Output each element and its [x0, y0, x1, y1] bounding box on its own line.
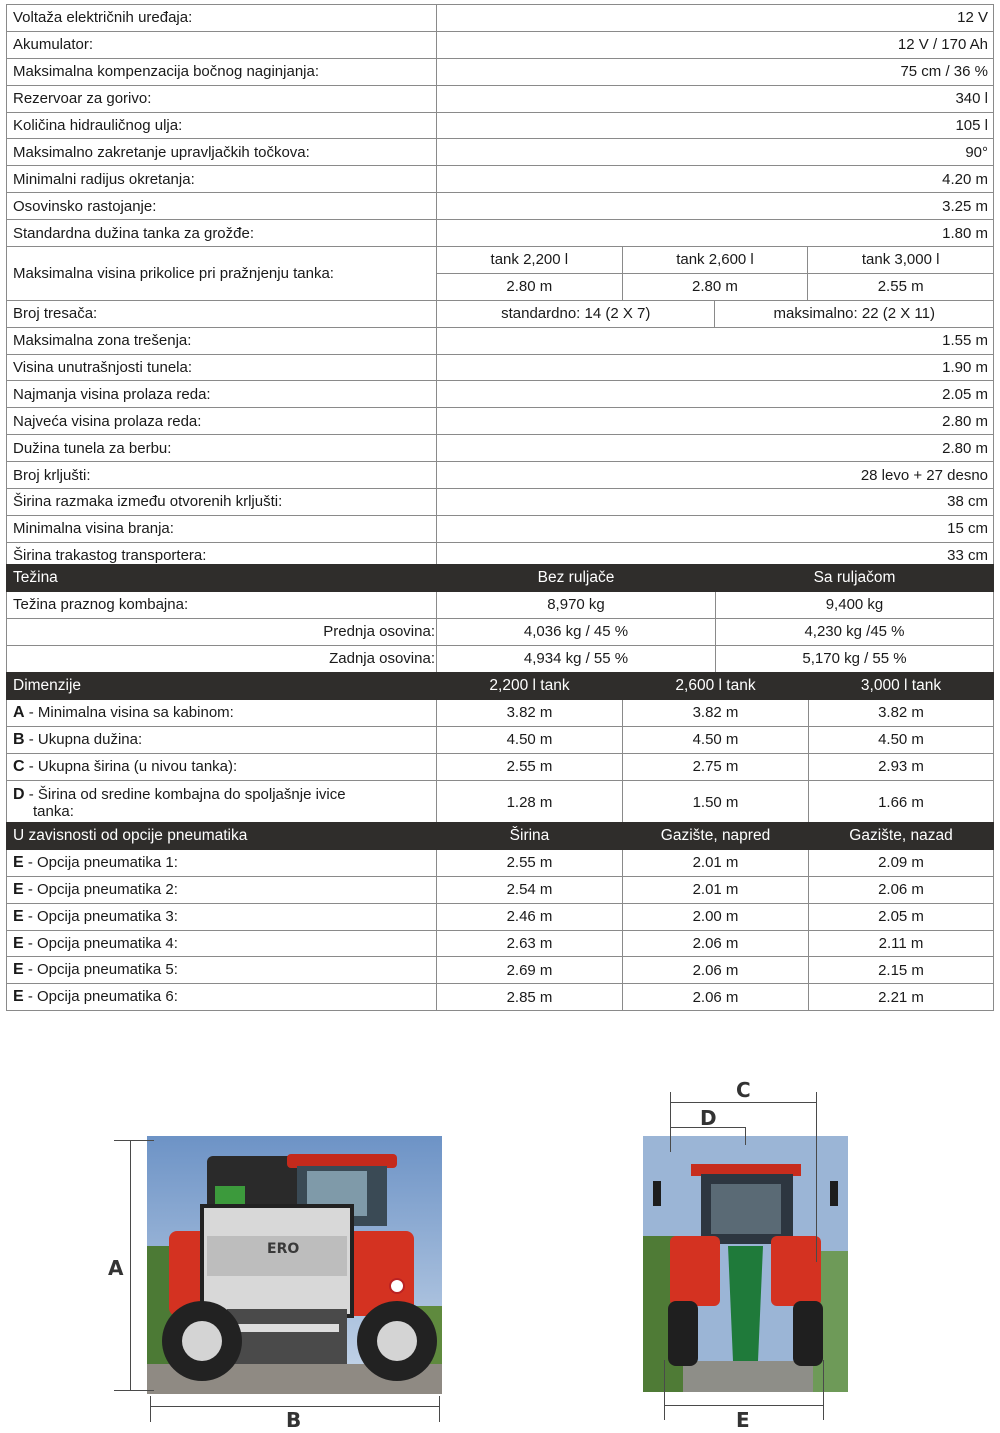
- tyres-table: [6, 822, 994, 1011]
- dimensions-header-col: 2,600 l tank: [623, 673, 809, 700]
- tyre-value: 2.09 m: [809, 849, 994, 876]
- spec-value: 33 cm: [437, 542, 994, 569]
- spec-row: [7, 489, 994, 516]
- weight-table: [6, 564, 994, 673]
- spec-value: 38 cm: [437, 489, 994, 516]
- dimension-letter: D: [13, 785, 25, 803]
- weight-label: Zadnja osovina:: [7, 645, 437, 672]
- dimension-value: 1.66 m: [809, 780, 994, 825]
- tyre-value: 2.05 m: [809, 903, 994, 930]
- tyre-row: [7, 984, 994, 1011]
- spec-label: Dužina tunela za berbu:: [7, 435, 437, 462]
- tyre-value: 2.15 m: [809, 957, 994, 984]
- tyre-value: 2.01 m: [623, 849, 809, 876]
- spec-value: 1.80 m: [437, 220, 994, 247]
- dimension-letter: C: [13, 757, 25, 775]
- dim-e-label: E: [736, 1408, 750, 1432]
- tyre-label: E - Opcija pneumatika 5:: [7, 957, 437, 984]
- dimension-row: [7, 726, 994, 753]
- tyre-letter: E: [13, 880, 24, 898]
- tyres-header-col: Gazište, napred: [623, 823, 809, 850]
- shakers-row: [7, 300, 994, 327]
- spec-value: 1.55 m: [437, 327, 994, 354]
- dimension-row: [7, 699, 994, 726]
- dim-c-right-tick: [816, 1092, 817, 1262]
- tyre-value: 2.06 m: [623, 930, 809, 957]
- dimension-value: 1.28 m: [437, 780, 623, 825]
- tyre-value: 2.06 m: [623, 957, 809, 984]
- tyre-row: [7, 849, 994, 876]
- spec-value: 2.80 m: [437, 408, 994, 435]
- dim-e-line: [664, 1405, 824, 1406]
- dimension-value: 2.75 m: [623, 753, 809, 780]
- spec-row: [7, 408, 994, 435]
- dimension-label: B - Ukupna dužina:: [7, 726, 437, 753]
- tyre-row: [7, 930, 994, 957]
- spec-row: [7, 112, 994, 139]
- front-view-photo: [643, 1136, 848, 1392]
- spec-row: [7, 5, 994, 32]
- shakers-label: Broj tresača:: [7, 300, 437, 327]
- shakers-maximum: maksimalno: 22 (2 X 11): [715, 300, 994, 327]
- dim-b-line: [150, 1406, 440, 1407]
- tyres-header-title: U zavisnosti od opcije pneumatika: [7, 823, 437, 850]
- spec-row: [7, 166, 994, 193]
- weight-header-title: Težina: [7, 565, 437, 592]
- tyre-value: 2.11 m: [809, 930, 994, 957]
- tyre-row: [7, 903, 994, 930]
- tyre-label: E - Opcija pneumatika 2:: [7, 876, 437, 903]
- spec-row: [7, 31, 994, 58]
- spec-label: Količina hidrauličnog ulja:: [7, 112, 437, 139]
- spec-label: Najmanja visina prolaza reda:: [7, 381, 437, 408]
- spec-value: 3.25 m: [437, 193, 994, 220]
- dimension-value: 4.50 m: [437, 726, 623, 753]
- tyre-label: E - Opcija pneumatika 4:: [7, 930, 437, 957]
- dimension-row: [7, 780, 994, 825]
- dimension-value: 2.93 m: [809, 753, 994, 780]
- tyre-label: E - Opcija pneumatika 3:: [7, 903, 437, 930]
- weight-row: [7, 618, 994, 645]
- spec-row: [7, 435, 994, 462]
- tyre-row: [7, 957, 994, 984]
- spec-label: Maksimalno zakretanje upravljačkih točkova:: [7, 139, 437, 166]
- spec-row: [7, 193, 994, 220]
- spec-label: Voltaža električnih uređaja:: [7, 5, 437, 32]
- spec-row: [7, 462, 994, 489]
- weight-header-col: Sa ruljačom: [716, 565, 994, 592]
- spec-row: [7, 327, 994, 354]
- dimension-value: 4.50 m: [623, 726, 809, 753]
- tyre-letter: E: [13, 988, 24, 1006]
- weight-value: 4,036 kg / 45 %: [437, 618, 716, 645]
- side-view-photo: [147, 1136, 442, 1394]
- spec-value: 4.20 m: [437, 166, 994, 193]
- tyre-letter: E: [13, 934, 24, 952]
- weight-row: [7, 645, 994, 672]
- spec-row: [7, 58, 994, 85]
- brand-logo: ERO: [267, 1241, 300, 1257]
- trailer-height-label: Maksimalna visina prikolice pri pražnjenju tanka:: [7, 247, 437, 301]
- spec-value: 90°: [437, 139, 994, 166]
- harvester-front-illustration: [643, 1136, 848, 1392]
- dimension-label: D - Širina od sredine kombajna do spoljašnje ivice tanka:: [7, 780, 437, 825]
- spec-value: 12 V: [437, 5, 994, 32]
- dimension-row: [7, 753, 994, 780]
- dimension-value: 1.50 m: [623, 780, 809, 825]
- general-specs-table: [6, 4, 994, 570]
- dim-c-left-tick: [670, 1092, 671, 1152]
- dimensions-header-title: Dimenzije: [7, 673, 437, 700]
- dimensions-header-col: 3,000 l tank: [809, 673, 994, 700]
- harvester-side-illustration: [147, 1136, 442, 1394]
- spec-label: Visina unutrašnjosti tunela:: [7, 354, 437, 381]
- spec-row: [7, 381, 994, 408]
- dim-a-line: [130, 1140, 131, 1390]
- weight-value: 8,970 kg: [437, 591, 716, 618]
- dimension-value: 2.55 m: [437, 753, 623, 780]
- dim-a-bottom-tick: [114, 1390, 154, 1391]
- spec-value: 2.05 m: [437, 381, 994, 408]
- dim-c-line: [670, 1102, 816, 1103]
- dimension-value: 3.82 m: [623, 699, 809, 726]
- tyre-letter: E: [13, 961, 24, 979]
- figures-area: [0, 1030, 1000, 1433]
- tank-header: tank 3,000 l: [808, 247, 994, 274]
- tank-header: tank 2,200 l: [437, 247, 623, 274]
- dimension-label: A - Minimalna visina sa kabinom:: [7, 699, 437, 726]
- spec-value: 28 levo + 27 desno: [437, 462, 994, 489]
- dimensions-header-col: 2,200 l tank: [437, 673, 623, 700]
- trailer-height-value: 2.80 m: [622, 273, 808, 300]
- weight-label: Težina praznog kombajna:: [7, 591, 437, 618]
- dim-e-right-tick: [823, 1360, 824, 1420]
- tyre-value: 2.01 m: [623, 876, 809, 903]
- spec-value: 340 l: [437, 85, 994, 112]
- spec-value: 105 l: [437, 112, 994, 139]
- tyre-value: 2.06 m: [809, 876, 994, 903]
- dimension-letter: A: [13, 703, 25, 721]
- spec-label: Broj krljušti:: [7, 462, 437, 489]
- tyre-value: 2.85 m: [437, 984, 623, 1011]
- dim-d-right-tick: [745, 1127, 746, 1145]
- spec-label: Najveća visina prolaza reda:: [7, 408, 437, 435]
- weight-value: 5,170 kg / 55 %: [716, 645, 994, 672]
- trailer-height-value: 2.80 m: [437, 273, 623, 300]
- weight-value: 4,934 kg / 55 %: [437, 645, 716, 672]
- dimensions-table: [6, 672, 994, 826]
- spec-label: Standardna dužina tanka za grožđe:: [7, 220, 437, 247]
- tyre-label: E - Opcija pneumatika 6:: [7, 984, 437, 1011]
- spec-label: Akumulator:: [7, 31, 437, 58]
- dim-e-left-tick: [664, 1360, 665, 1420]
- tyre-letter: E: [13, 907, 24, 925]
- shakers-standard: standardno: 14 (2 X 7): [437, 300, 715, 327]
- dim-d-label: D: [700, 1106, 717, 1130]
- spec-row: [7, 354, 994, 381]
- tyre-value: 2.54 m: [437, 876, 623, 903]
- weight-value: 9,400 kg: [716, 591, 994, 618]
- dim-a-top-tick: [114, 1140, 154, 1141]
- weight-header-col: Bez ruljače: [437, 565, 716, 592]
- tyres-header-row: [7, 823, 994, 850]
- tyre-value: 2.21 m: [809, 984, 994, 1011]
- tyre-value: 2.55 m: [437, 849, 623, 876]
- tank-header: tank 2,600 l: [622, 247, 808, 274]
- spec-label: Minimalni radijus okretanja:: [7, 166, 437, 193]
- spec-label: Rezervoar za gorivo:: [7, 85, 437, 112]
- tyres-header-col: Gazište, nazad: [809, 823, 994, 850]
- spec-label: Širina trakastog transportera:: [7, 542, 437, 569]
- spec-row: [7, 85, 994, 112]
- dim-c-label: C: [736, 1078, 751, 1102]
- dim-a-label: A: [108, 1256, 124, 1280]
- spec-row: [7, 220, 994, 247]
- tyre-letter: E: [13, 853, 24, 871]
- dim-b-left-tick: [150, 1396, 151, 1422]
- dimension-value: 3.82 m: [809, 699, 994, 726]
- trailer-height-row: [7, 247, 994, 274]
- spec-value: 2.80 m: [437, 435, 994, 462]
- dim-b-right-tick: [439, 1396, 440, 1422]
- dim-b-label: B: [286, 1408, 302, 1432]
- weight-header-row: [7, 565, 994, 592]
- tyre-value: 2.63 m: [437, 930, 623, 957]
- dimension-letter: B: [13, 730, 25, 748]
- dimension-value: 4.50 m: [809, 726, 994, 753]
- tyres-header-col: Širina: [437, 823, 623, 850]
- spec-label: Širina razmaka između otvorenih krljušti:: [7, 489, 437, 516]
- spec-row: [7, 139, 994, 166]
- weight-row: [7, 591, 994, 618]
- spec-label: Minimalna visina branja:: [7, 515, 437, 542]
- spec-label: Maksimalna kompenzacija bočnog naginjanja:: [7, 58, 437, 85]
- dimension-value: 3.82 m: [437, 699, 623, 726]
- spec-value: 75 cm / 36 %: [437, 58, 994, 85]
- dimensions-header-row: [7, 673, 994, 700]
- tyre-value: 2.46 m: [437, 903, 623, 930]
- tyre-value: 2.06 m: [623, 984, 809, 1011]
- dimension-label: C - Ukupna širina (u nivou tanka):: [7, 753, 437, 780]
- spec-value: 1.90 m: [437, 354, 994, 381]
- weight-value: 4,230 kg /45 %: [716, 618, 994, 645]
- spec-value: 15 cm: [437, 515, 994, 542]
- weight-label: Prednja osovina:: [7, 618, 437, 645]
- trailer-height-value: 2.55 m: [808, 273, 994, 300]
- spec-label: Osovinsko rastojanje:: [7, 193, 437, 220]
- spec-value: 12 V / 170 Ah: [437, 31, 994, 58]
- tyre-value: 2.69 m: [437, 957, 623, 984]
- spec-row: [7, 515, 994, 542]
- tyre-value: 2.00 m: [623, 903, 809, 930]
- tyre-row: [7, 876, 994, 903]
- spec-label: Maksimalna zona trešenja:: [7, 327, 437, 354]
- tyre-label: E - Opcija pneumatika 1:: [7, 849, 437, 876]
